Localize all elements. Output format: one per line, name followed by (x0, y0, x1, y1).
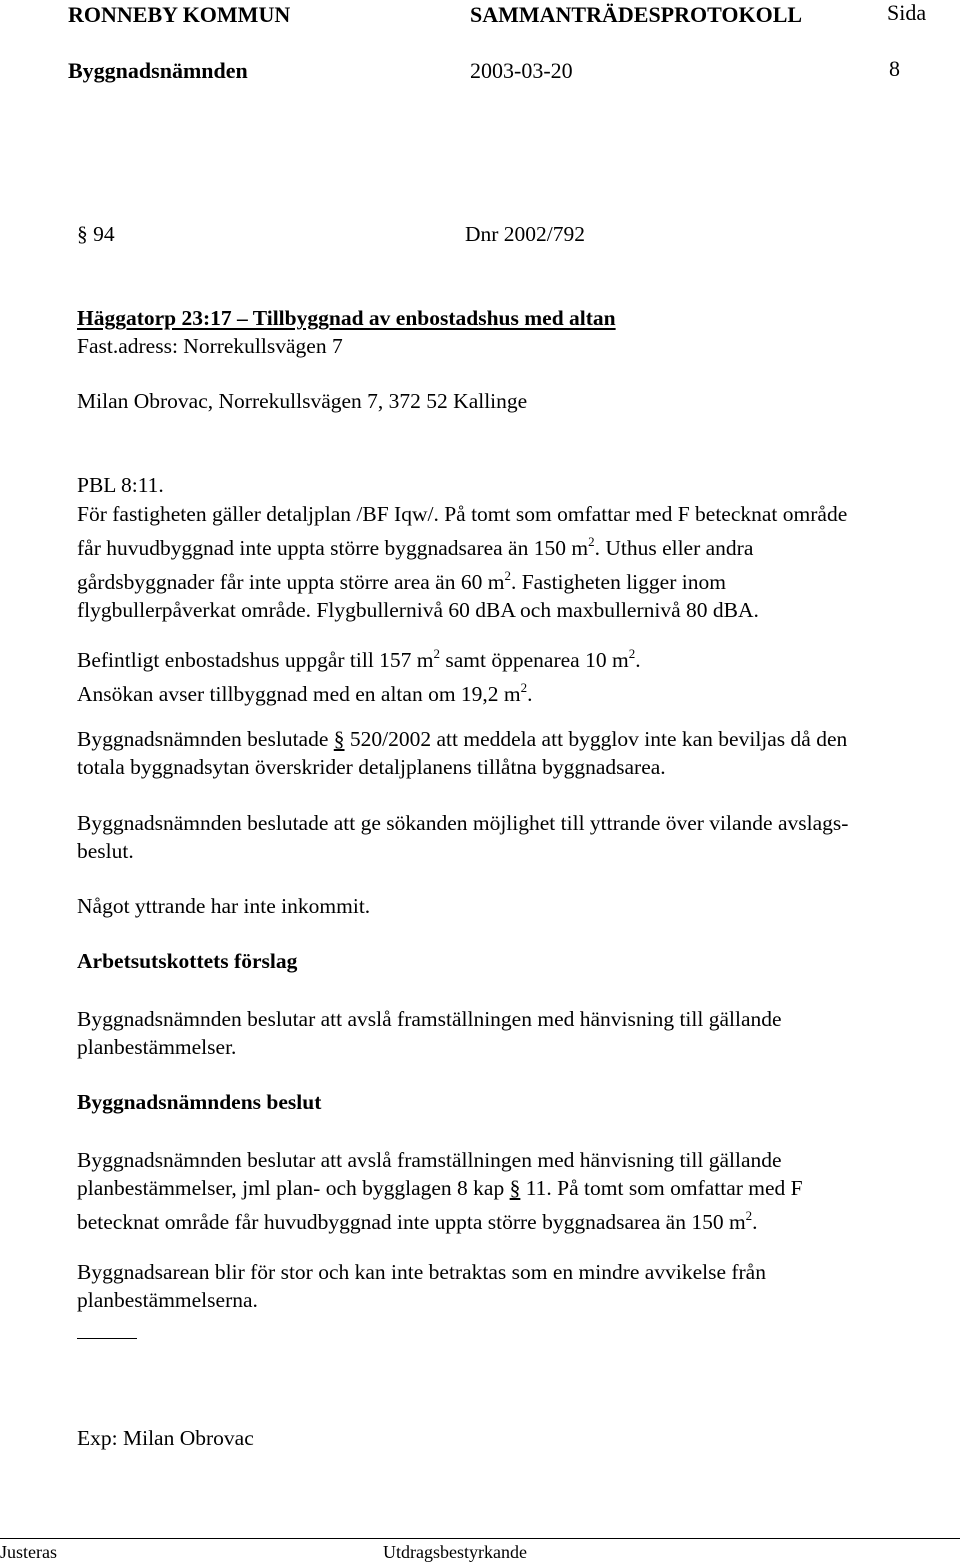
text-line: får huvudbyggnad inte uppta större byggnadsarea än 150 $m^2$. Uthus eller andra (77, 534, 754, 560)
municipality-name: RONNEBY KOMMUN (68, 2, 291, 27)
heading-proposal: Arbetsutskottets förslag (77, 949, 298, 973)
committee-name: Byggnadsnämnden (68, 58, 248, 83)
pbl-reference: PBL 8:11. (77, 473, 164, 497)
footer-rule (0, 1538, 960, 1539)
paragraph-existing-house (77, 640, 957, 708)
text-line: Byggnadsnämnden beslutade § 520/2002 att meddela att bygglov inte kan beviljas då den (77, 727, 848, 751)
diary-number: Dnr 2002/792 (465, 222, 586, 246)
paragraph-previous-decision (77, 725, 957, 781)
text-line: beslut. (77, 839, 134, 863)
heading-decision: Byggnadsnämndens beslut (77, 1090, 322, 1114)
applicant: Milan Obrovac, Norrekullsvägen 7, 372 52 Kallinge (77, 389, 528, 413)
section-sign: § (509, 1176, 521, 1200)
text-line: Befintligt enbostadshus uppgår till 157 $m^2$ samt öppenarea 10 $m^2$. (77, 646, 641, 672)
text-line: Byggnadsnämnden beslutar att avslå framställningen med hänvisning till gällande (77, 1148, 782, 1172)
text-line: Byggnadsnämnden beslutade att ge sökanden möjlighet till yttrande över vilande avslags- (77, 811, 849, 835)
text-line: Byggnadsarean blir för stor och kan inte betraktas som en mindre avvikelse från (77, 1260, 766, 1284)
meeting-date: 2003-03-20 (470, 58, 573, 83)
text-line: flygbullerpåverkat område. Flygbullernivå 60 dBA och maxbullernivå 80 dBA. (77, 598, 759, 622)
paragraph-proposal (77, 1005, 957, 1061)
footer-justeras: Justeras (0, 1542, 57, 1562)
text-line: planbestämmelser. (77, 1035, 237, 1059)
document-type: SAMMANTRÄDESPROTOKOLL (470, 2, 803, 27)
paragraph-opportunity (77, 809, 957, 865)
property-address: Fast.adress: Norrekullsvägen 7 (77, 334, 343, 358)
paragraph-justification (77, 1258, 957, 1314)
text-line: gårdsbyggnader får inte uppta större area än 60 $m^2$. Fastigheten ligger inom (77, 568, 726, 594)
paragraph-no-response: Något yttrande har inte inkommit. (77, 894, 371, 918)
text-line: För fastigheten gäller detaljplan /BF Iqw/. På tomt som omfattar med F betecknat område (77, 502, 848, 526)
page-label: Sida (887, 0, 927, 25)
paragraph-decision (77, 1146, 957, 1236)
text-line: planbestämmelserna. (77, 1288, 258, 1312)
paragraph-detailplan (77, 500, 957, 624)
distribution-note: Exp: Milan Obrovac (77, 1426, 254, 1450)
text-line: betecknat område får huvudbyggnad inte uppta större byggnadsarea än 150 $m^2$. (77, 1208, 758, 1234)
case-title: Häggatorp 23:17 – Tillbyggnad av enbostadshus med altan (77, 306, 616, 330)
text-line: Byggnadsnämnden beslutar att avslå framställningen med hänvisning till gällande (77, 1007, 782, 1031)
section-number: § 94 (77, 222, 115, 246)
text-line: planbestämmelser, jml plan- och bygglagen 8 kap § 11. På tomt som omfattar med F (77, 1176, 803, 1200)
section-sign: § (333, 727, 345, 751)
footer-utdragsbestyrkande: Utdragsbestyrkande (383, 1542, 527, 1562)
page-number: 8 (889, 56, 900, 81)
separator-line (77, 1338, 137, 1339)
text-line: totala byggnadsytan överskrider detaljplanens tillåtna byggnadsarea. (77, 755, 666, 779)
text-line: Ansökan avser tillbyggnad med en altan om 19,2 $m^2$. (77, 680, 533, 706)
